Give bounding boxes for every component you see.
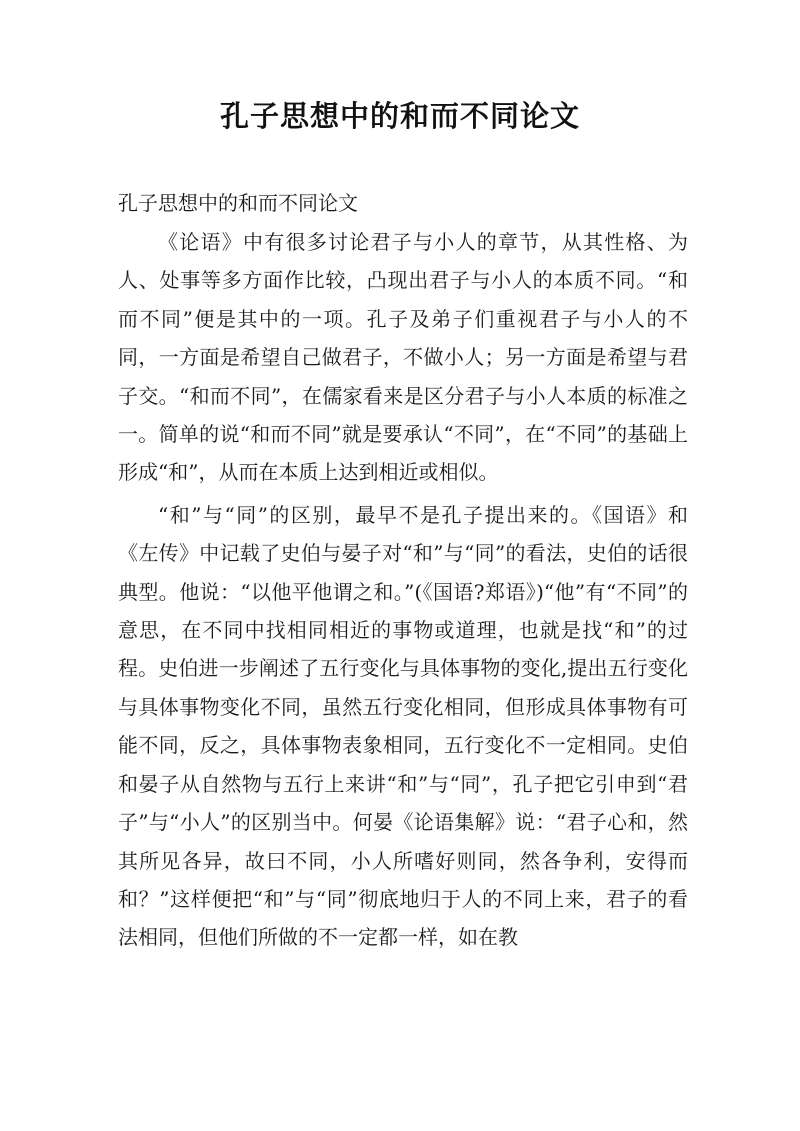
document-subtitle: 孔子思想中的和而不同论文	[118, 191, 358, 215]
paragraph-2: “和”与“同”的区别，最早不是孔子提出来的。《国语》和《左传》中记载了史伯与晏子对“和”与“同”的看法，史伯的话很典型。他说：“以他平他谓之和。”(《国语?郑语》)“他”有“不同”的意思，在不同中找相同相近的事物或道理，也就是找“和”的过程。史伯进一步阐述了五行变化与具体事物的变化,提出五行变化与具体事物变化不同，虽然五行变化相同，但形成具体事物有可能不同，反之，具体事物表象相同，五行变化不一定相同。史伯和晏子从自然物与五行上来讲“和”与“同”，孔子把它引申到“君子”与“小人”的区别当中。何晏《论语集解》说：“君子心和，然其所见各异，故曰不同，小人所嗜好则同，然各争利，安得而和？”这样便把“和”与“同”彻底地归于人的不同上来，君子的看法相同，但他们所做的不一定都一样，如在教	[118, 502, 688, 950]
document-body	[118, 183, 688, 957]
paragraph-1: 《论语》中有很多讨论君子与小人的章节，从其性格、为人、处事等多方面作比较，凸现出君子与小人的本质不同。“和而不同”便是其中的一项。孔子及弟子们重视君子与小人的不同，一方面是希望自己做君子，不做小人；另一方面是希望与君子交。“和而不同”，在儒家看来是区分君子与小人本质的标准之一。简单的说“和而不同”就是要承认“不同”，在“不同”的基础上形成“和”，从而在本质上达到相近或相似。	[118, 230, 688, 485]
document-title: 孔子思想中的和而不同论文	[219, 99, 580, 133]
